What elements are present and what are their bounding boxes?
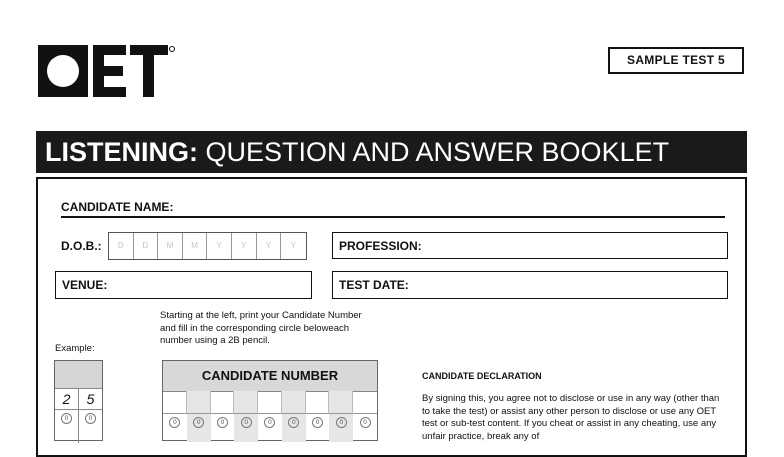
declaration-title: CANDIDATE DECLARATION [422,371,542,381]
candidate-number-column [163,391,187,442]
sample-test-label: SAMPLE TEST 5 [608,47,744,74]
dob-cell[interactable]: Y [207,233,232,259]
oet-logo [38,45,178,97]
answer-bubble: 0 [85,413,96,424]
example-grid [54,360,103,441]
candidate-number-digit-box[interactable] [329,391,353,414]
answer-bubble[interactable]: 0 [193,417,204,428]
candidate-number-column [258,391,282,442]
dob-cell[interactable]: D [109,233,134,259]
answer-bubble[interactable]: 0 [336,417,347,428]
profession-field[interactable]: PROFESSION: [332,232,728,259]
example-column [79,388,102,443]
dob-cell[interactable]: M [183,233,208,259]
example-label: Example: [55,343,95,354]
candidate-number-column [306,391,330,442]
title-bold: LISTENING: [45,137,198,167]
candidate-number-digit-box[interactable] [163,391,187,414]
example-digit: 5 [79,388,102,410]
booklet-title [36,131,747,173]
answer-bubble: 0 [61,413,72,424]
candidate-number-column [187,391,211,442]
venue-field[interactable]: VENUE: [55,271,312,299]
answer-bubble[interactable]: 0 [217,417,228,428]
candidate-number-digit-box[interactable] [258,391,282,414]
dob-cell[interactable]: Y [290,241,297,250]
example-header [55,361,102,389]
candidate-number-digit-box[interactable] [234,391,258,414]
candidate-number-digit-box[interactable] [211,391,235,414]
candidate-number-digit-box[interactable] [282,391,306,414]
instructions-text: Starting at the left, print your Candidate Number and fill in the corresponding circle beloweach number using a 2B pencil. [160,310,362,346]
dob-cell[interactable]: Y [232,233,257,259]
candidate-number-digit-box[interactable] [306,391,330,414]
example-column [55,388,79,443]
answer-bubble[interactable]: 0 [264,417,275,428]
dob-label: D.O.B.: [61,239,102,253]
candidate-number-column [234,391,258,442]
candidate-number-digit-box[interactable] [353,391,377,414]
title-rest: QUESTION AND ANSWER BOOKLET [198,137,670,167]
answer-bubble[interactable]: 0 [360,417,371,428]
dob-cell[interactable]: Y [257,233,282,259]
answer-bubble[interactable]: 0 [169,417,180,428]
candidate-number-column [329,391,353,442]
dob-cell[interactable]: M [158,233,183,259]
candidate-number-column [353,391,377,442]
dob-cell[interactable]: D [134,233,159,259]
candidate-name-label: CANDIDATE NAME: [61,200,174,214]
candidate-number-grid [162,360,378,441]
example-digit: 2 [55,388,78,410]
candidate-number-digit-box[interactable] [187,391,211,414]
answer-bubble[interactable]: 0 [288,417,299,428]
test-date-field[interactable]: TEST DATE: [332,271,728,299]
candidate-number-column [211,391,235,442]
answer-bubble[interactable]: 0 [241,417,252,428]
answer-bubble[interactable]: 0 [312,417,323,428]
dob-field[interactable] [108,232,307,260]
candidate-number-column [282,391,306,442]
candidate-number-heading: CANDIDATE NUMBER [163,361,377,392]
declaration-text: By signing this, you agree not to disclose or use in any way (other than to take the test) or assist any other person to disclose or use any OET test or sub-test content. If you cheat or assist in any cheating, use any unfair practice, break any of [422,393,720,442]
candidate-name-field[interactable] [61,216,725,218]
